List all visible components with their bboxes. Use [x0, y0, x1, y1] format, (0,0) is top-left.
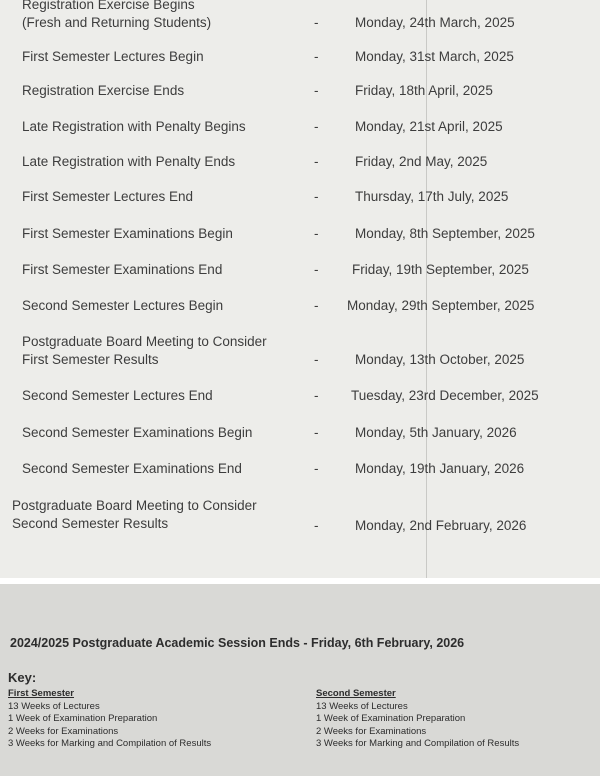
- key-item: 3 Weeks for Marking and Compilation of Results: [316, 738, 520, 749]
- key-item: 1 Week of Examination Preparation: [316, 713, 466, 724]
- key-item: 2 Weeks for Examinations: [316, 725, 427, 737]
- separator-dash: -: [314, 461, 319, 476]
- event-date: Monday, 2nd February, 2026: [355, 518, 527, 533]
- event-date: Friday, 2nd May, 2025: [355, 154, 488, 169]
- event-name: First Semester Lectures End: [22, 189, 194, 204]
- key-second-semester-heading: Second Semester: [316, 688, 396, 699]
- event-name: Second Semester Lectures End: [22, 388, 213, 403]
- event-date: Thursday, 17th July, 2025: [355, 189, 509, 204]
- key-item: 1 Week of Examination Preparation: [8, 713, 158, 724]
- event-date: Monday, 13th October, 2025: [355, 352, 525, 367]
- event-name: Postgraduate Board Meeting to Consider Second Semester Results: [12, 498, 257, 531]
- separator-dash: -: [314, 518, 319, 533]
- separator-dash: -: [314, 298, 319, 313]
- event-name: Second Semester Examinations End: [22, 461, 242, 476]
- event-name: First Semester Lectures Begin: [22, 49, 204, 64]
- event-date: Monday, 29th September, 2025: [347, 298, 535, 313]
- event-date: Monday, 24th March, 2025: [355, 15, 515, 30]
- separator-dash: -: [314, 226, 319, 241]
- separator-dash: -: [314, 15, 319, 30]
- separator-dash: -: [314, 352, 319, 367]
- separator-dash: -: [314, 83, 319, 98]
- event-date: Monday, 5th January, 2026: [355, 425, 517, 440]
- key-second-semester: [316, 688, 519, 751]
- key-item: 3 Weeks for Marking and Compilation of Results: [8, 738, 212, 749]
- event-date: Friday, 19th September, 2025: [352, 262, 529, 277]
- key-first-semester-heading: First Semester: [8, 688, 75, 699]
- event-name: Second Semester Lectures Begin: [22, 298, 224, 313]
- event-name: First Semester Examinations End: [22, 262, 223, 277]
- separator-dash: -: [314, 49, 319, 64]
- event-name: Registration Exercise Ends: [22, 83, 185, 98]
- key-title: Key:: [8, 670, 37, 685]
- separator-dash: -: [314, 262, 319, 277]
- event-name: Postgraduate Board Meeting to Consider First Semester Results: [22, 334, 267, 367]
- separator-dash: -: [314, 189, 319, 204]
- key-item: 13 Weeks of Lectures: [316, 700, 408, 712]
- event-date: Tuesday, 23rd December, 2025: [351, 388, 539, 403]
- event-name: First Semester Examinations Begin: [22, 226, 233, 241]
- key-first-semester: [8, 688, 211, 751]
- event-date: Monday, 21st April, 2025: [355, 119, 503, 134]
- event-date: Friday, 18th April, 2025: [355, 83, 493, 98]
- key-item: 2 Weeks for Examinations: [8, 725, 119, 737]
- separator-dash: -: [314, 425, 319, 440]
- session-end-notice: 2024/2025 Postgraduate Academic Session Ends - Friday, 6th February, 2026: [10, 636, 465, 650]
- event-date: Monday, 8th September, 2025: [355, 226, 535, 241]
- separator-dash: -: [314, 119, 319, 134]
- separator-dash: -: [314, 154, 319, 169]
- event-date: Monday, 31st March, 2025: [355, 49, 514, 64]
- event-name: Second Semester Examinations Begin: [22, 425, 253, 440]
- separator-dash: -: [314, 388, 319, 403]
- event-name: Registration Exercise Begins (Fresh and Returning Students): [22, 0, 212, 30]
- event-name: Late Registration with Penalty Begins: [22, 119, 246, 134]
- key-item: 13 Weeks of Lectures: [8, 700, 100, 712]
- event-name: Late Registration with Penalty Ends: [22, 154, 236, 169]
- event-date: Monday, 19th January, 2026: [355, 461, 525, 476]
